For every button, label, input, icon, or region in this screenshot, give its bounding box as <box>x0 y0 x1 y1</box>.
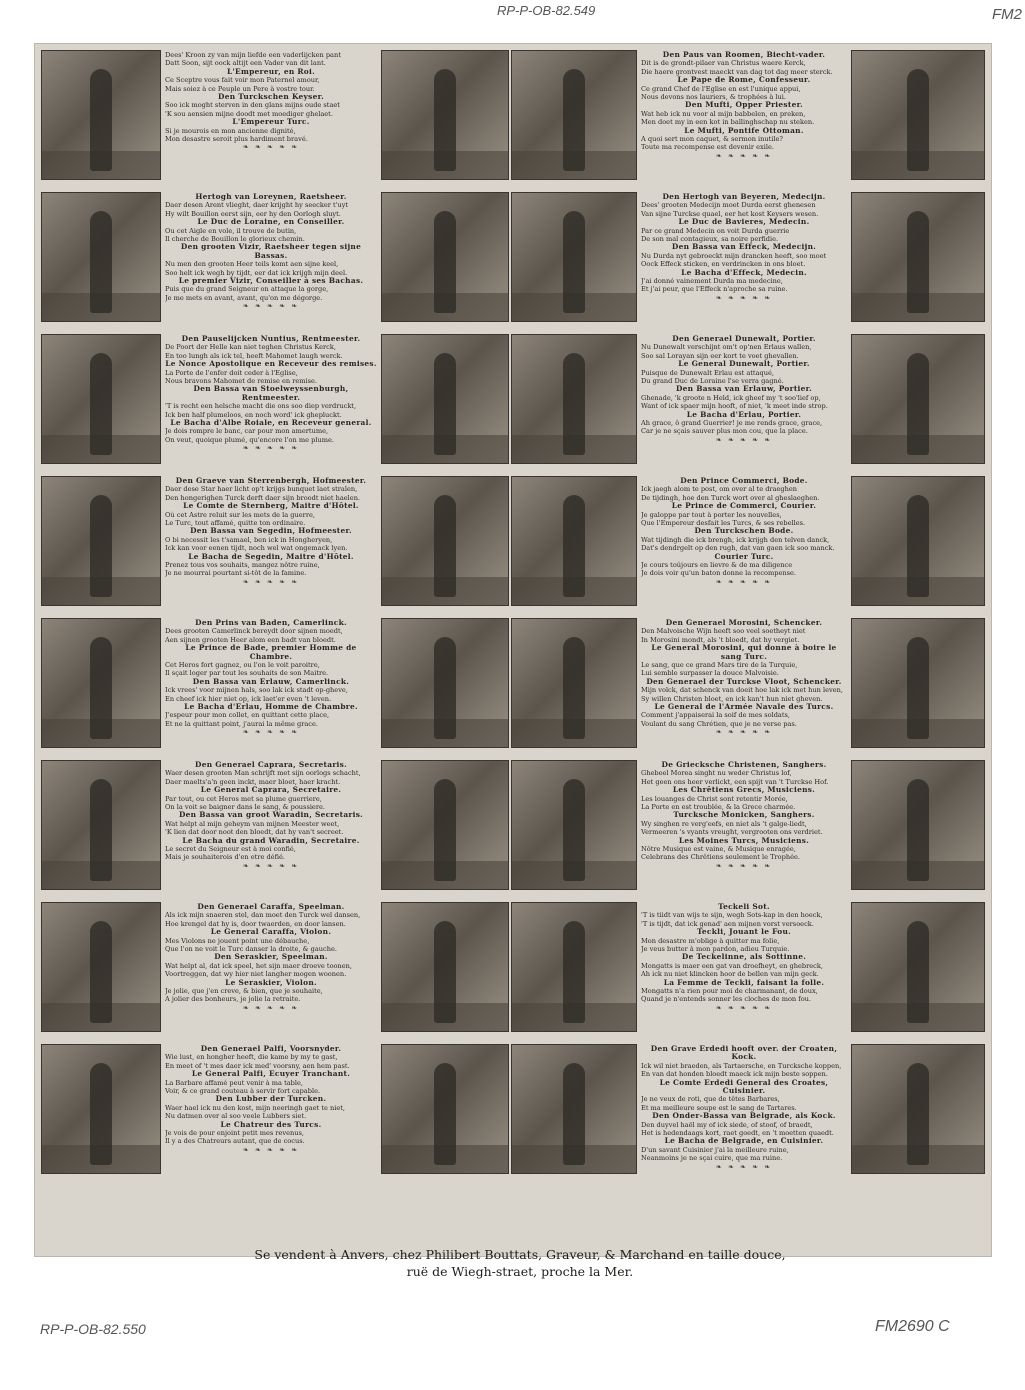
verse-line: Waer hael ick nu den kost, mijn neeringh gaet te niet, <box>165 1103 346 1112</box>
character-title: Le Bacha du grand Waradin, Secretaire. <box>182 835 360 845</box>
engraving-illustration <box>511 760 637 890</box>
publisher-line-2: ruë de Wiegh-straet, proche la Mer. <box>406 1264 634 1279</box>
character-title: Le Seraskier, Violon. <box>225 977 317 987</box>
character-title: Le General Dunewalt, Portier. <box>678 359 810 369</box>
verse-text <box>165 618 377 755</box>
engraving-illustration <box>381 50 509 180</box>
verse-line: Lui semble surpasser la douce Malvoisie. <box>641 669 779 678</box>
verse-line: Le Turc, tout affamé, quitte ton ordinaire. <box>165 519 306 528</box>
character-title: Le Chatreur des Turcs. <box>220 1119 322 1129</box>
engraving-illustration <box>381 476 509 606</box>
character-title: De Teckelinne, als Sottinne. <box>681 952 807 962</box>
character-title: Den Bassa van Erlauw, Camerlinck. <box>192 676 350 686</box>
verse-line: Daer maelts'a'n geen inckt, maer bloet, haer kracht. <box>165 777 341 786</box>
character-title: Den Mufti, Opper Priester. <box>685 100 803 110</box>
verse-line: Die haere grontvest maeckt van dag tot dag meer sterck. <box>641 67 833 76</box>
verse-line: Toute ma recompense est devenir exile. <box>641 143 774 152</box>
character-title: Le General de l'Armée Navale des Turcs. <box>654 702 834 712</box>
verse-line: Ah grace, ô grand Guerrier! je me rends grace, grace, <box>641 419 823 428</box>
character-title: Den Generael Caprara, Secretaris. <box>195 760 347 769</box>
character-title: Den Lubber der Turcken. <box>215 1094 327 1104</box>
verse-line: On la voit se baigner dans le sang, & poussiere. <box>165 803 325 812</box>
verse-line: Il cherche de Bouillon le glorieux chemin. <box>165 235 305 244</box>
character-title: Le premier Vizir, Conseiller à ses Bachas. <box>178 276 364 286</box>
catalog-number-bottom: RP-P-OB-82.550 <box>40 1321 146 1337</box>
verse-line: 'K sou aensien mijne doodt met moediger ghelaet. <box>165 109 333 118</box>
verse-text <box>165 1044 377 1181</box>
engraving-illustration <box>511 334 637 464</box>
character-title: Le General Caprara, Secretaire. <box>200 785 342 795</box>
verse-line: Ick ben half plumeloos, en noch word' ick ghepluckt. <box>165 410 342 419</box>
verse-line: A jolier des bonheurs, je jolie la retraite. <box>165 995 301 1004</box>
character-title: Den Generael Morosini, Schencker. <box>665 618 823 627</box>
character-title: Den Prince Commerci, Bode. <box>680 476 808 485</box>
verse-text <box>165 902 377 1039</box>
verse-line: Mongatts is maer een gat van droefheyt, en ghebreck, <box>641 961 823 970</box>
verse-line: Vermeeren 's vyants vreught, vergrooten ons verdriet. <box>641 828 823 837</box>
character-title: Les Moines Turcs, Musiciens. <box>678 835 810 845</box>
verse-line: Ou cet Aigle en vole, il trouve de butin, <box>165 226 297 235</box>
engraving-illustration <box>511 1044 637 1174</box>
verse-line: Hy wilt Bouillon eerst sijn, eer hy den Oorlogh sluyt. <box>165 209 341 218</box>
character-title: Le Prince de Bade, premier Homme de Chambre. <box>185 643 357 661</box>
verse-line: Dat's dendrgelt op den rugh, dat van gaen ick soo manck. <box>641 544 835 553</box>
ornament-divider: ❧ ❧ ❧ ❧ ❧ <box>715 1162 773 1171</box>
verse-line: Je jolie, que j'en creve, & bien, que je souhaite, <box>165 987 323 996</box>
verse-line: En van dat honden bloedt maeck ick mijn beste soppen. <box>641 1070 828 1079</box>
verse-line: Par tout, ou cet Heros met sa plume guerriere, <box>165 794 322 803</box>
verse-line: Daer dese Star haer licht op't krijgs bunquet laet stralen, <box>165 485 358 494</box>
character-title: Den Generael der Turckse Vloot, Schencker. <box>646 676 842 686</box>
verse-line: Mongatts n'a rien pour moi de charmanant, de doux, <box>641 987 818 996</box>
ornament-divider: ❧ ❧ ❧ ❧ ❧ <box>242 577 300 586</box>
verse-line: Par ce grand Medecin on voit Durda guerrie <box>641 226 790 235</box>
character-title: Den grooten Vizir, Raetsheer tegen sijne Bassas. <box>180 242 362 260</box>
verse-line: Voortreggen, dat wy hier niet langher mogen woonen. <box>165 970 347 979</box>
verse-line: Car je ne sçais sauver plus mon cou, que la place. <box>641 427 808 436</box>
verse-line: Comment j'appaiserai la soif de mes soldats, <box>641 711 790 720</box>
verse-line: Het geen ons heer verlickt, een spijt van 't Turckse Hof. <box>641 777 829 786</box>
verse-line: En meet of 't mes daer ick med' voorsny, aen hem past. <box>165 1061 350 1070</box>
verse-line: Ick jaegh alom te post, om over al te draeghen <box>641 485 798 494</box>
verse-line: A quoi sert mon caquet, & sermon inutile? <box>641 135 783 144</box>
character-title: Den Bassa van Effeck, Medecijn. <box>671 242 817 252</box>
right_column-panel <box>511 618 985 755</box>
verse-line: Les louanges de Christ sont retentir Morée, <box>641 794 788 803</box>
verse-line: Dees' grooten Medecijn moet Durda eerst ghenesen <box>641 201 816 210</box>
verse-line: Je veus butter à mon pardon, adieu Turquie. <box>641 945 790 954</box>
verse-line: Ce Sceptre vous fait voir mon Paternel amour, <box>165 76 320 85</box>
character-title: Le Prince de Commerci, Courier. <box>671 501 817 511</box>
character-title: Den Prins van Baden, Camerlinck. <box>195 618 347 627</box>
verse-line: Oock Effeck sticken, en verdrincken in ons bloet. <box>641 260 806 269</box>
verse-text <box>641 902 847 1039</box>
verse-line: Voulant du sang Chrétien, que je ne verse pas. <box>641 719 797 728</box>
verse-line: Il sçait loger par tout les souhaits de son Maitre. <box>165 669 329 678</box>
verse-line: Soo sal Lorayan sijn eer kort te voet ghevallen. <box>641 351 799 360</box>
verse-line: Ghenade, 'k groote n Held, ick gheef my 't soo'lief op, <box>641 393 821 402</box>
verse-line: Dees grooten Camerlinck bereydt door sijnen moedt, <box>165 627 343 636</box>
verse-line: Men doet my in een kot in ballinghschap nu steken. <box>641 118 815 127</box>
verse-line: Sy willen Christen bloet, en ick kan't hun niet gheven. <box>641 694 823 703</box>
verse-line: Puis que du grand Seigneur on attaque la gorge, <box>165 285 329 294</box>
ornament-divider: ❧ ❧ ❧ ❧ ❧ <box>242 444 300 453</box>
verse-text <box>641 192 847 329</box>
engraving-illustration <box>851 192 985 322</box>
engraving-illustration <box>41 902 161 1032</box>
engraving-illustration <box>381 618 509 748</box>
verse-line: Je dois rompre le banc, car pour mon amertume, <box>165 427 329 436</box>
verse-line: D'un savant Cuisinier j'ai la meilleure ruine, <box>641 1145 789 1154</box>
character-title: Den Bassa van groot Waradin, Secretaris. <box>178 810 364 820</box>
verse-line: Il y a des Chatreurs autant, que de cocus. <box>165 1137 305 1146</box>
verse-line: Waer desen grooten Man schrijft met sijn oorlogs schacht, <box>165 769 361 778</box>
character-title: Den Bassa van Erlauw, Portier. <box>675 384 813 394</box>
character-title: Den Generael Caraffa, Speelman. <box>197 902 345 911</box>
verse-line: Celebrans des Chrêtiens seulement le Trophée. <box>641 853 801 862</box>
character-title: Hertogh van Loreynen, Raetsheer. <box>195 192 347 201</box>
ornament-divider: ❧ ❧ ❧ ❧ ❧ <box>242 728 300 737</box>
ornament-divider: ❧ ❧ ❧ ❧ ❧ <box>715 151 773 160</box>
verse-line: Dees' Kroon zy van mijn liefde een vaderlijcken pant <box>165 51 341 59</box>
verse-text <box>165 50 377 187</box>
engraving-illustration <box>41 50 161 180</box>
verse-line: Mais je souhaiterois d'en etre défié. <box>165 853 285 862</box>
right_column-panel <box>511 760 985 897</box>
verse-line: Soo helt ick wegh by tijdt, eer dat ick krijgh mijn deel. <box>165 268 348 277</box>
verse-line: Mijn volck, dat schenck van doeit hoe lak ick met hun leven, <box>641 686 843 695</box>
verse-line: Nu Durda nyt gebroeckt mijn drancken heeft, soo moet <box>641 251 827 260</box>
verse-line: Als ick mijn snaeren stel, dan moet den Turck wel dansen, <box>165 911 361 920</box>
character-title: Le General Caraffa, Violon. <box>210 927 332 937</box>
right_column-panel <box>511 334 985 471</box>
verse-line: La Porte de l'enfer doit ceder à l'Eglise, <box>165 368 298 377</box>
ornament-divider: ❧ ❧ ❧ ❧ ❧ <box>242 1003 300 1012</box>
left_column-panel <box>41 1044 509 1181</box>
engraving-illustration <box>851 476 985 606</box>
verse-line: Si je mourois en mon ancienne dignité, <box>165 126 296 135</box>
verse-line: Het is hedendaags kort, raet goedt, en 't moetten quaedt. <box>641 1129 834 1138</box>
character-title: Den Hertogh van Beyeren, Medecijn. <box>662 192 826 201</box>
engraving-illustration <box>41 760 161 890</box>
ornament-divider: ❧ ❧ ❧ ❧ ❧ <box>715 293 773 302</box>
verse-line: Soo ick moght sterven in den glans mijns oude staet <box>165 101 340 110</box>
print-sheet <box>34 43 992 1279</box>
verse-line: Mes Violons ne jouent point une débauche, <box>165 936 310 945</box>
verse-line: In Morosini mondt, als 't bloedt, dat hy vergiet. <box>641 635 800 644</box>
character-title: La Femme de Teckli, faisant la folle. <box>663 977 825 987</box>
verse-text <box>641 1044 847 1181</box>
character-title: L'Empereur, en Roi. <box>226 66 316 76</box>
publisher-footer <box>95 1246 945 1280</box>
verse-line: Wat helpt al, dat ick speel, het sijn maer droeve toonen, <box>165 961 352 970</box>
verse-line: J'ai donné vainement Durda ma medecine, <box>641 277 783 286</box>
left_column-panel <box>41 334 509 471</box>
right_column-panel <box>511 476 985 613</box>
character-title: Den Bassa van Stoelweyssenburgh, Rentmeester. <box>193 384 349 402</box>
character-title: Le Bacha d'Effeck, Medecin. <box>681 267 807 277</box>
right_column-panel <box>511 192 985 329</box>
ornament-divider: ❧ ❧ ❧ ❧ ❧ <box>242 861 300 870</box>
engraving-illustration <box>511 476 637 606</box>
verse-line: De Poort der Helle kan niet teghen Christus Kerck, <box>165 343 336 352</box>
engraving-illustration <box>41 618 161 748</box>
engraving-illustration <box>511 192 637 322</box>
verse-line: Nu men den grooten Heer teils komt aen sijne keel, <box>165 260 339 269</box>
verse-line: Mon desastre seroit plus hardiment bravé. <box>165 135 308 144</box>
verse-line: Et j'ai peur, que l'Effeck n'aproche sa ruine. <box>641 285 788 294</box>
character-title: Le Bacha d'Albe Roiale, en Receveur general. <box>170 418 372 428</box>
verse-line: 'T is tijdt, dat ick genad' aen mijnen vorst versoeck. <box>641 919 814 928</box>
publisher-line-1: Se vendent à Anvers, chez Philibert Bouttats, Graveur, & Marchand en taille douce, <box>254 1247 786 1262</box>
verse-line: De son mal contagieux, sa noire perfidie. <box>641 235 779 244</box>
character-title: L'Empereur Turc. <box>232 117 310 127</box>
verse-line: Den duyvel haël my of ick siede, of stoof, of braedt, <box>641 1120 813 1129</box>
verse-line: Je vois de pour enjoint petit mes revenus, <box>165 1129 305 1138</box>
verse-line: Aen sijnen grooten Heer alom een badt van bloedt. <box>165 635 336 644</box>
verse-line: Prenez tous vos souhaits, mangez nôtre ruine, <box>165 561 320 570</box>
left_column-panel <box>41 476 509 613</box>
character-title: Les Chrêtiens Grecs, Musiciens. <box>672 785 816 795</box>
left_column-panel <box>41 902 509 1039</box>
verse-line: Voir, & ce grand couteau à servir fort capable. <box>165 1087 321 1096</box>
verse-text <box>641 618 847 755</box>
engraving-illustration <box>511 50 637 180</box>
verse-line: Nôtre Musique est vaine, & Musique enragée, <box>641 845 796 854</box>
verse-text <box>165 760 377 897</box>
verse-line: Ick vrees' voor mijnen hals, soo lak ick stadt op-gheve, <box>165 686 348 695</box>
verse-line: Je galoppe par tout à porter les nouvelles, <box>641 510 782 519</box>
character-title: Den Grave Erdedi hooft over. der Croaten, Kock. <box>650 1044 838 1062</box>
verse-line: La Barbare affamé peut venir à ma table, <box>165 1078 303 1087</box>
engraving-illustration <box>381 334 509 464</box>
verse-line: Mon desastre m'oblige à quitter ma folie, <box>641 936 780 945</box>
engraving-illustration <box>851 1044 985 1174</box>
ornament-divider: ❧ ❧ ❧ ❧ ❧ <box>715 728 773 737</box>
verse-line: Je ne veux de roti, que de têtes Barbares, <box>641 1095 780 1104</box>
verse-line: Ce grand Chef de l'Eglise en est l'unique appui, <box>641 84 801 93</box>
verse-line: On veut, quoique plumé, qu'encore l'on me plume. <box>165 435 334 444</box>
character-title: Le Mufti, Pontife Ottoman. <box>684 125 804 135</box>
verse-line: Cet Heros fort gagnez, ou l'on le voit paroitre, <box>165 661 320 670</box>
character-title: Le General Morosini, qui donne à boire le sang Turc. <box>651 643 837 661</box>
character-title: Den Turckschen Keyser. <box>218 92 324 102</box>
character-title: Den Turckschen Bode. <box>694 526 794 536</box>
verse-line: 'T is recht een helsche macht die ons soo diep verdruckt, <box>165 402 357 411</box>
verse-line: Wat heb ick nu voor al mijn babbelen, en preken, <box>641 109 806 118</box>
engraving-illustration <box>511 618 637 748</box>
character-title: Le Comte Erdedi General des Croates, Cuisinier. <box>659 1077 829 1096</box>
verse-line: Nous bravons Mahomet de remise en remise. <box>165 377 318 386</box>
verse-line: Ghebeel Morea singht nu weder Christus lof, <box>641 769 792 778</box>
character-title: Le Bacha de Belgrade, en Cuisinier. <box>664 1136 824 1146</box>
verse-line: Datt Soon, sijt oock altijt een Vader van dit lant. <box>165 59 326 68</box>
verse-line: Neanmoins je ne sçai cuire, que ma ruine. <box>641 1154 783 1163</box>
verse-line: J'espeur pour mon collet, en quittant cette place, <box>165 711 330 720</box>
character-title: Le General Palfi, Ecuyer Tranchant. <box>191 1069 351 1079</box>
catalog-mark-top-right: FM2 <box>992 6 1022 23</box>
verse-line: Ah ick nu niet klincken hoor de bellen van mijn geck. <box>641 970 819 979</box>
verse-line: 'K lien dat door noot den bloedt, dat hy van't secreet. <box>165 828 344 837</box>
engraving-illustration <box>41 334 161 464</box>
ornament-divider: ❧ ❧ ❧ ❧ ❧ <box>242 1145 300 1154</box>
verse-line: Den Malvoische Wijn heeft soo veel soetheyt niet <box>641 627 806 636</box>
verse-line: Où cet Astre reluit sur les mets de la guerre, <box>165 510 315 519</box>
ornament-divider: ❧ ❧ ❧ ❧ ❧ <box>715 435 773 444</box>
character-title: Courier Turc. <box>714 551 774 561</box>
character-title: Den Paus van Roomen, Biecht-vader. <box>662 50 826 59</box>
verse-line: Je ne mourrai pourtant si-tôt de la famine. <box>165 569 307 578</box>
verse-line: Nu datmen over al soo veele Lubbers siet. <box>165 1112 307 1121</box>
engraving-illustration <box>41 1044 161 1174</box>
verse-line: Wat tijdingh die ick brengh, ick krijgh den telven danck, <box>641 535 830 544</box>
verse-line: Wy singhen re verg'eefs, en niet als 't galge-liedt, <box>641 819 807 828</box>
verse-line: Daer desen Arent vlieght, daer krijght hy seecker t'uyt <box>165 201 349 210</box>
verse-line: Nu Dunewalt verschijnt om't op'nen Erlaus wallen, <box>641 343 812 352</box>
verse-line: Den hongerighen Turck derft daer sijn broodt niet haelen. <box>165 493 361 502</box>
verse-line: Du grand Duc de Loraine l'se verra gagné. <box>641 377 784 386</box>
ornament-divider: ❧ ❧ ❧ ❧ ❧ <box>242 302 300 311</box>
engraving-illustration <box>381 760 509 890</box>
engraving-illustration <box>851 902 985 1032</box>
verse-line: En too lungh als ick tel, heeft Mahomet laugh werck. <box>165 351 343 360</box>
character-title: Den Generael Palfi, Voorsnyder. <box>200 1044 342 1053</box>
verse-line: 'T is tiidt van wijs te sijn, wegh Sots-kap in den hoeck, <box>641 911 823 920</box>
character-title: Le Pape de Rome, Confesseur. <box>677 75 811 85</box>
verse-line: Mais soiez à ce Peuple un Pere à vostre tour. <box>165 84 315 93</box>
verse-text <box>641 476 847 613</box>
verse-line: Wat helpt al mijn geheym van mijnen Meester weet, <box>165 819 340 828</box>
verse-line: La Porte en est troublée, & la Grece charmée. <box>641 803 796 812</box>
verse-line: Dit is de grondt-pilaer van Christus waere Kerck, <box>641 59 806 68</box>
ornament-divider: ❧ ❧ ❧ ❧ ❧ <box>242 143 300 152</box>
verse-line: Wie lust, en hongher heeft, die kame by my te gast, <box>165 1053 338 1062</box>
verse-line: Je me mets en avant, avant, qu'on me dégorge. <box>165 293 323 302</box>
ornament-divider: ❧ ❧ ❧ ❧ ❧ <box>715 577 773 586</box>
engraving-illustration <box>381 192 509 322</box>
verse-line: Hoe krengel dat hy is, door twaerden, en door lansen. <box>165 919 346 928</box>
character-title: Den Generael Dunewalt, Portier. <box>672 334 816 343</box>
character-title: Den Pauselijcken Nuntius, Rentmeester. <box>181 334 361 343</box>
verse-line: Quand je n'entends sonner les cloches de mon fou. <box>641 995 812 1004</box>
character-title: Teckeli Sot. <box>718 902 770 911</box>
verse-text <box>165 476 377 613</box>
verse-text <box>641 334 847 471</box>
catalog-number-top: RP-P-OB-82.549 <box>497 3 596 18</box>
engraving-illustration <box>851 618 985 748</box>
right_column-panel <box>511 902 985 1039</box>
verse-line: Want of ick spaer mijn hooft, of niet, 'k meet inde strop. <box>641 402 828 411</box>
verse-line: Nous devons nos lauriers, & trophées à lui. <box>641 93 786 102</box>
character-title: Le Bacha d'Erlau, Portier. <box>686 409 802 419</box>
verse-text <box>165 192 377 329</box>
left_column-panel <box>41 192 509 329</box>
character-title: De Griecksche Christenen, Sanghers. <box>661 760 827 769</box>
catalog-mark-bottom-right: FM2690 C <box>875 1318 950 1335</box>
character-title: Den Seraskier, Speelman. <box>214 952 328 962</box>
ornament-divider: ❧ ❧ ❧ ❧ ❧ <box>715 861 773 870</box>
left_column-panel <box>41 760 509 897</box>
left_column-panel <box>41 618 509 755</box>
character-title: Teckli, Jouant le Fou. <box>696 927 792 937</box>
verse-text <box>165 334 377 471</box>
verse-line: Je cours toûjours en lievre & de ma diligence <box>641 561 793 570</box>
verse-line: Van sijne Turckse quael, eer het kost Keysers wesen. <box>641 209 819 218</box>
verse-line: En cheef ick hier niet op, ick laet'er even 't leven. <box>165 694 332 703</box>
verse-text <box>641 50 847 187</box>
verse-line: De tijdingh, hoe den Turck wort over al gheslaeghen. <box>641 493 820 502</box>
left_column-panel <box>41 50 509 187</box>
verse-line: Et ne la quittant point, j'aurai la même grace. <box>165 719 318 728</box>
verse-text <box>641 760 847 897</box>
verse-line: Le sang, que ce grand Mars tire de la Turquie, <box>641 661 798 670</box>
character-title: Le Bacha d'Erlau, Homme de Chambre. <box>184 702 358 712</box>
verse-line: Je dois voir qu'un baton donne la recompense. <box>641 569 796 578</box>
verse-line: Que l'Empereur desfait les Turcs, & ses rebelles. <box>641 519 806 528</box>
right_column-panel <box>511 1044 985 1181</box>
engraving-illustration <box>851 334 985 464</box>
character-title: Den Onder-Bassa van Belgrade, als Kock. <box>652 1111 836 1121</box>
verse-line: Puisque de Dunewalt Erlau est attaqué, <box>641 368 774 377</box>
verse-line: Ick kan voor eenen tijdt, noch wel wat ongemack lyen. <box>165 544 348 553</box>
engraving-illustration <box>511 902 637 1032</box>
verse-line: Que l'on ne voit le Turc danser la droite, & gauche. <box>165 945 337 954</box>
character-title: Le Duc de Bavieres, Medecin. <box>678 217 810 227</box>
verse-line: Et ma meilleure soupe est le sang de Tartares. <box>641 1103 797 1112</box>
verse-line: O bi necessit les t'samael, ben ick in Hongheryen, <box>165 535 333 544</box>
character-title: Den Graeve van Sterrenbergh, Hofmeester. <box>175 476 367 485</box>
character-title: Le Bacha de Segedin, Maitre d'Hôtel. <box>188 551 354 561</box>
engraving-illustration <box>41 476 161 606</box>
engraving-illustration <box>381 902 509 1032</box>
character-title: Den Bassa van Segedin, Hofmeester. <box>190 526 352 536</box>
right_column-panel <box>511 50 985 187</box>
character-title: Le Nonce Apostolique en Receveur des remises. <box>165 359 377 369</box>
ornament-divider: ❧ ❧ ❧ ❧ ❧ <box>715 1003 773 1012</box>
engraving-illustration <box>851 50 985 180</box>
verse-line: Le secret du Seigneur est à moi confié, <box>165 845 296 854</box>
character-title: Turcksche Monicken, Sanghers. <box>673 810 815 820</box>
character-title: Le Duc de Loraine, en Conseiller. <box>197 217 345 227</box>
engraving-illustration <box>41 192 161 322</box>
engraving-illustration <box>381 1044 509 1174</box>
character-title: Le Comte de Sternberg, Maitre d'Hôtel. <box>183 501 359 511</box>
engraving-illustration <box>851 760 985 890</box>
verse-line: Ick wil niet braeden, als Tartaersche, en Turcksche koppen, <box>641 1061 842 1070</box>
